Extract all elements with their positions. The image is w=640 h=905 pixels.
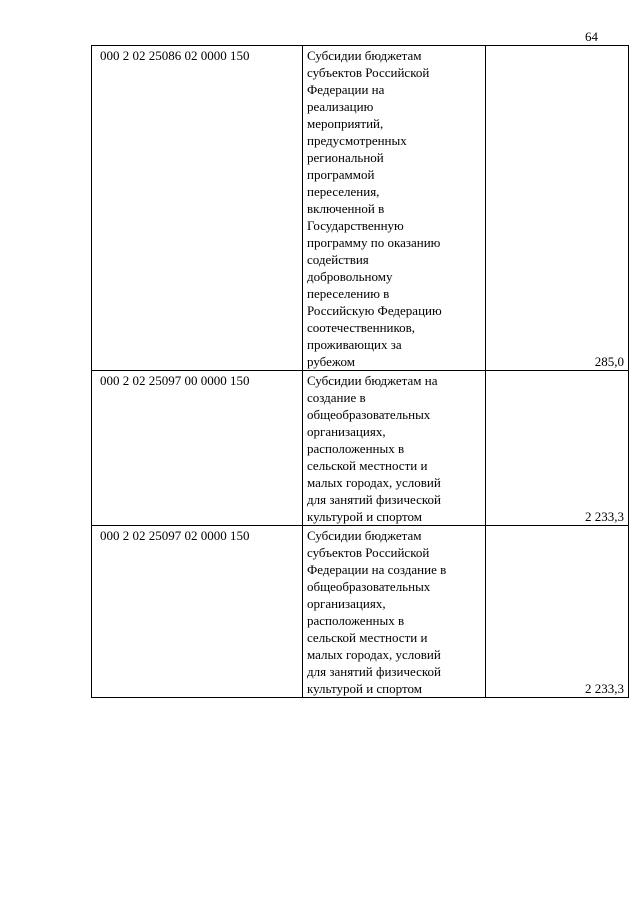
subsidy-name-line: реализацию [307,99,374,114]
subsidy-name-line: культурой и спортом [307,509,422,524]
budget-code-cell: 000 2 02 25086 02 0000 150 [92,46,303,371]
subsidy-name-line: общеобразовательных [307,407,431,422]
subsidy-name-line: культурой и спортом [307,681,422,696]
subsidy-name-line: переселения, [307,184,380,199]
subsidy-name-cell [303,371,486,526]
page-number: 64 [585,29,598,44]
subsidy-name-line: Субсидии бюджетам [307,528,422,543]
subsidy-name-line: расположенных в [307,441,405,456]
table-row [92,371,629,526]
subsidy-name-line: организациях, [307,596,386,611]
subsidy-name-line: Федерации на [307,82,385,97]
amount-cell: 2 233,3 [486,371,629,526]
subsidy-name-line: переселению в [307,286,390,301]
subsidy-name-line: для занятий физической [307,492,442,507]
subsidy-name-line: предусмотренных [307,133,407,148]
table-row [92,46,629,371]
subsidy-name-line: субъектов Российской [307,545,430,560]
amount-cell: 285,0 [486,46,629,371]
subsidy-name-line: Государственную [307,218,404,233]
subsidy-name-line: малых городах, условий [307,647,441,662]
subsidy-name-line: для занятий физической [307,664,442,679]
subsidy-name-line: соотечественников, [307,320,416,335]
budget-code-cell: 000 2 02 25097 02 0000 150 [92,526,303,698]
subsidy-name-cell [303,526,486,698]
subsidy-name-line: сельской местности и [307,630,428,645]
table-row [92,526,629,698]
budget-table [91,45,629,698]
subsidy-name-cell [303,46,486,371]
subsidy-name-line: Субсидии бюджетам [307,48,422,63]
subsidy-name-line: добровольному [307,269,393,284]
subsidy-name-line: проживающих за [307,337,402,352]
subsidy-name-line: содействия [307,252,369,267]
subsidy-name-line: субъектов Российской [307,65,430,80]
subsidy-name-line: расположенных в [307,613,405,628]
budget-code-cell: 000 2 02 25097 00 0000 150 [92,371,303,526]
subsidy-name-line: программу по оказанию [307,235,441,250]
subsidy-name-line: региональной [307,150,384,165]
subsidy-name-line: организациях, [307,424,386,439]
subsidy-name-line: мероприятий, [307,116,384,131]
subsidy-name-line: включенной в [307,201,385,216]
subsidy-name-line: малых городах, условий [307,475,441,490]
subsidy-name-line: программой [307,167,375,182]
subsidy-name-line: сельской местности и [307,458,428,473]
subsidy-name-line: Федерации на создание в [307,562,447,577]
subsidy-name-line: Субсидии бюджетам на [307,373,438,388]
amount-cell: 2 233,3 [486,526,629,698]
subsidy-name-line: Российскую Федерацию [307,303,442,318]
budget-table-body [92,46,629,698]
subsidy-name-line: общеобразовательных [307,579,431,594]
subsidy-name-line: рубежом [307,354,356,369]
subsidy-name-line: создание в [307,390,366,405]
